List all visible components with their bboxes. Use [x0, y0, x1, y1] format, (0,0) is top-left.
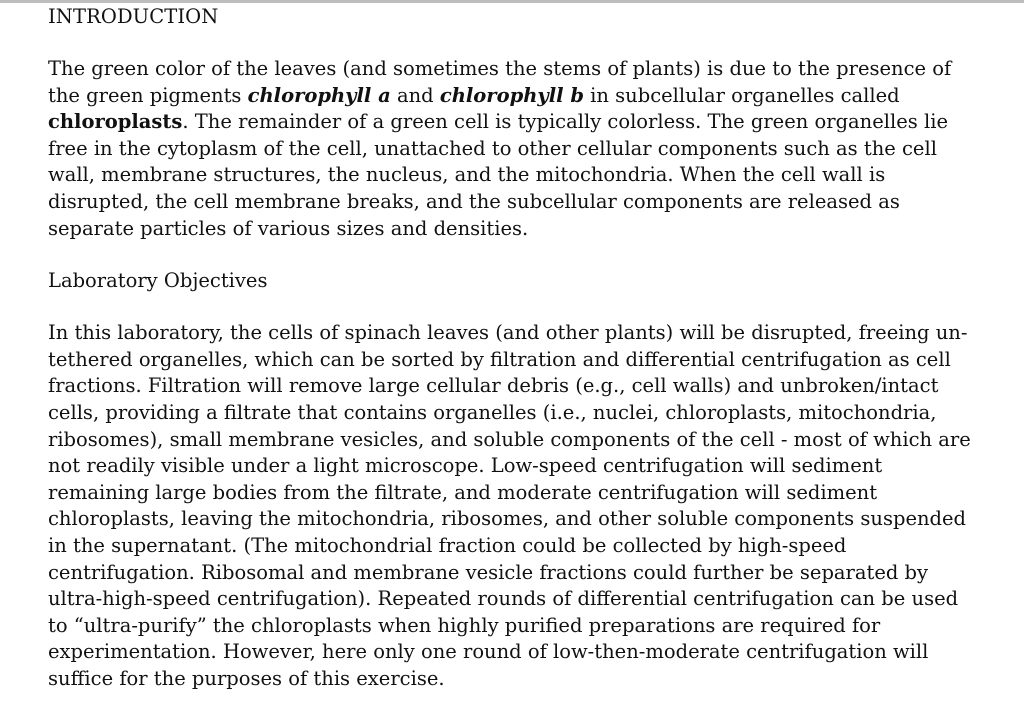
- objectives-heading: Laboratory Objectives: [48, 269, 268, 293]
- intro-rest-text: . The remainder of a green cell is typically colorless. The green organelles lie free in the cytoplasm of the cell, unattached to other cellular components such as the cell wall, membrane structures, the nucleus, and the mitochondria. When the cell wall is disrupted, the cell membrane breaks, and the subcellular components are released as separate particles of various sizes and densities.: [48, 110, 949, 240]
- objectives-paragraph: In this laboratory, the cells of spinach leaves (and other plants) will be disrupted, freeing un-tethered organelles, which can be sorted by filtration and differential centrifugation as cell fractions. Filtration will remove large cellular debris (e.g., cell walls) and unbroken/intact cells, providing a filtrate that contains organelles (i.e., nuclei, chloroplasts, mitochondria, ribosomes), small membrane vesicles, and soluble components of the cell - most of which are not readily visible under a light microscope. Low-speed centrifugation will sediment remaining large bodies from the filtrate, and moderate centrifugation will sediment chloroplasts, leaving the mitochondria, ribosomes, and other soluble components suspended in the supernatant. (The mitochondrial fraction could be collected by high-speed centrifugation. Ribosomal and membrane vesicle fractions could further be separated by ultra-high-speed centrifugation). Repeated rounds of differential centrifugation can be used to “ultra-purify” the chloroplasts when highly purified preparations are required for experimentation. However, here only one round of low-then-moderate centrifugation will suffice for the purposes of this exercise.: [48, 321, 971, 690]
- top-border: [0, 0, 1024, 3]
- intro-joiner-text: and: [390, 83, 440, 107]
- chlorophyll-b-term: chlorophyll b: [439, 83, 584, 107]
- intro-middle-text: in subcellular organelles called: [583, 83, 900, 107]
- intro-paragraph: [48, 56, 978, 242]
- section-heading: INTRODUCTION: [48, 5, 219, 28]
- chlorophyll-a-term: chlorophyll a: [247, 83, 391, 107]
- chloroplasts-term: chloroplasts: [48, 110, 183, 134]
- document-page: [48, 4, 978, 718]
- intro-lead-text: The green color of the leaves (and sometimes the stems of plants) is due to the presence of the green pigments: [48, 57, 952, 107]
